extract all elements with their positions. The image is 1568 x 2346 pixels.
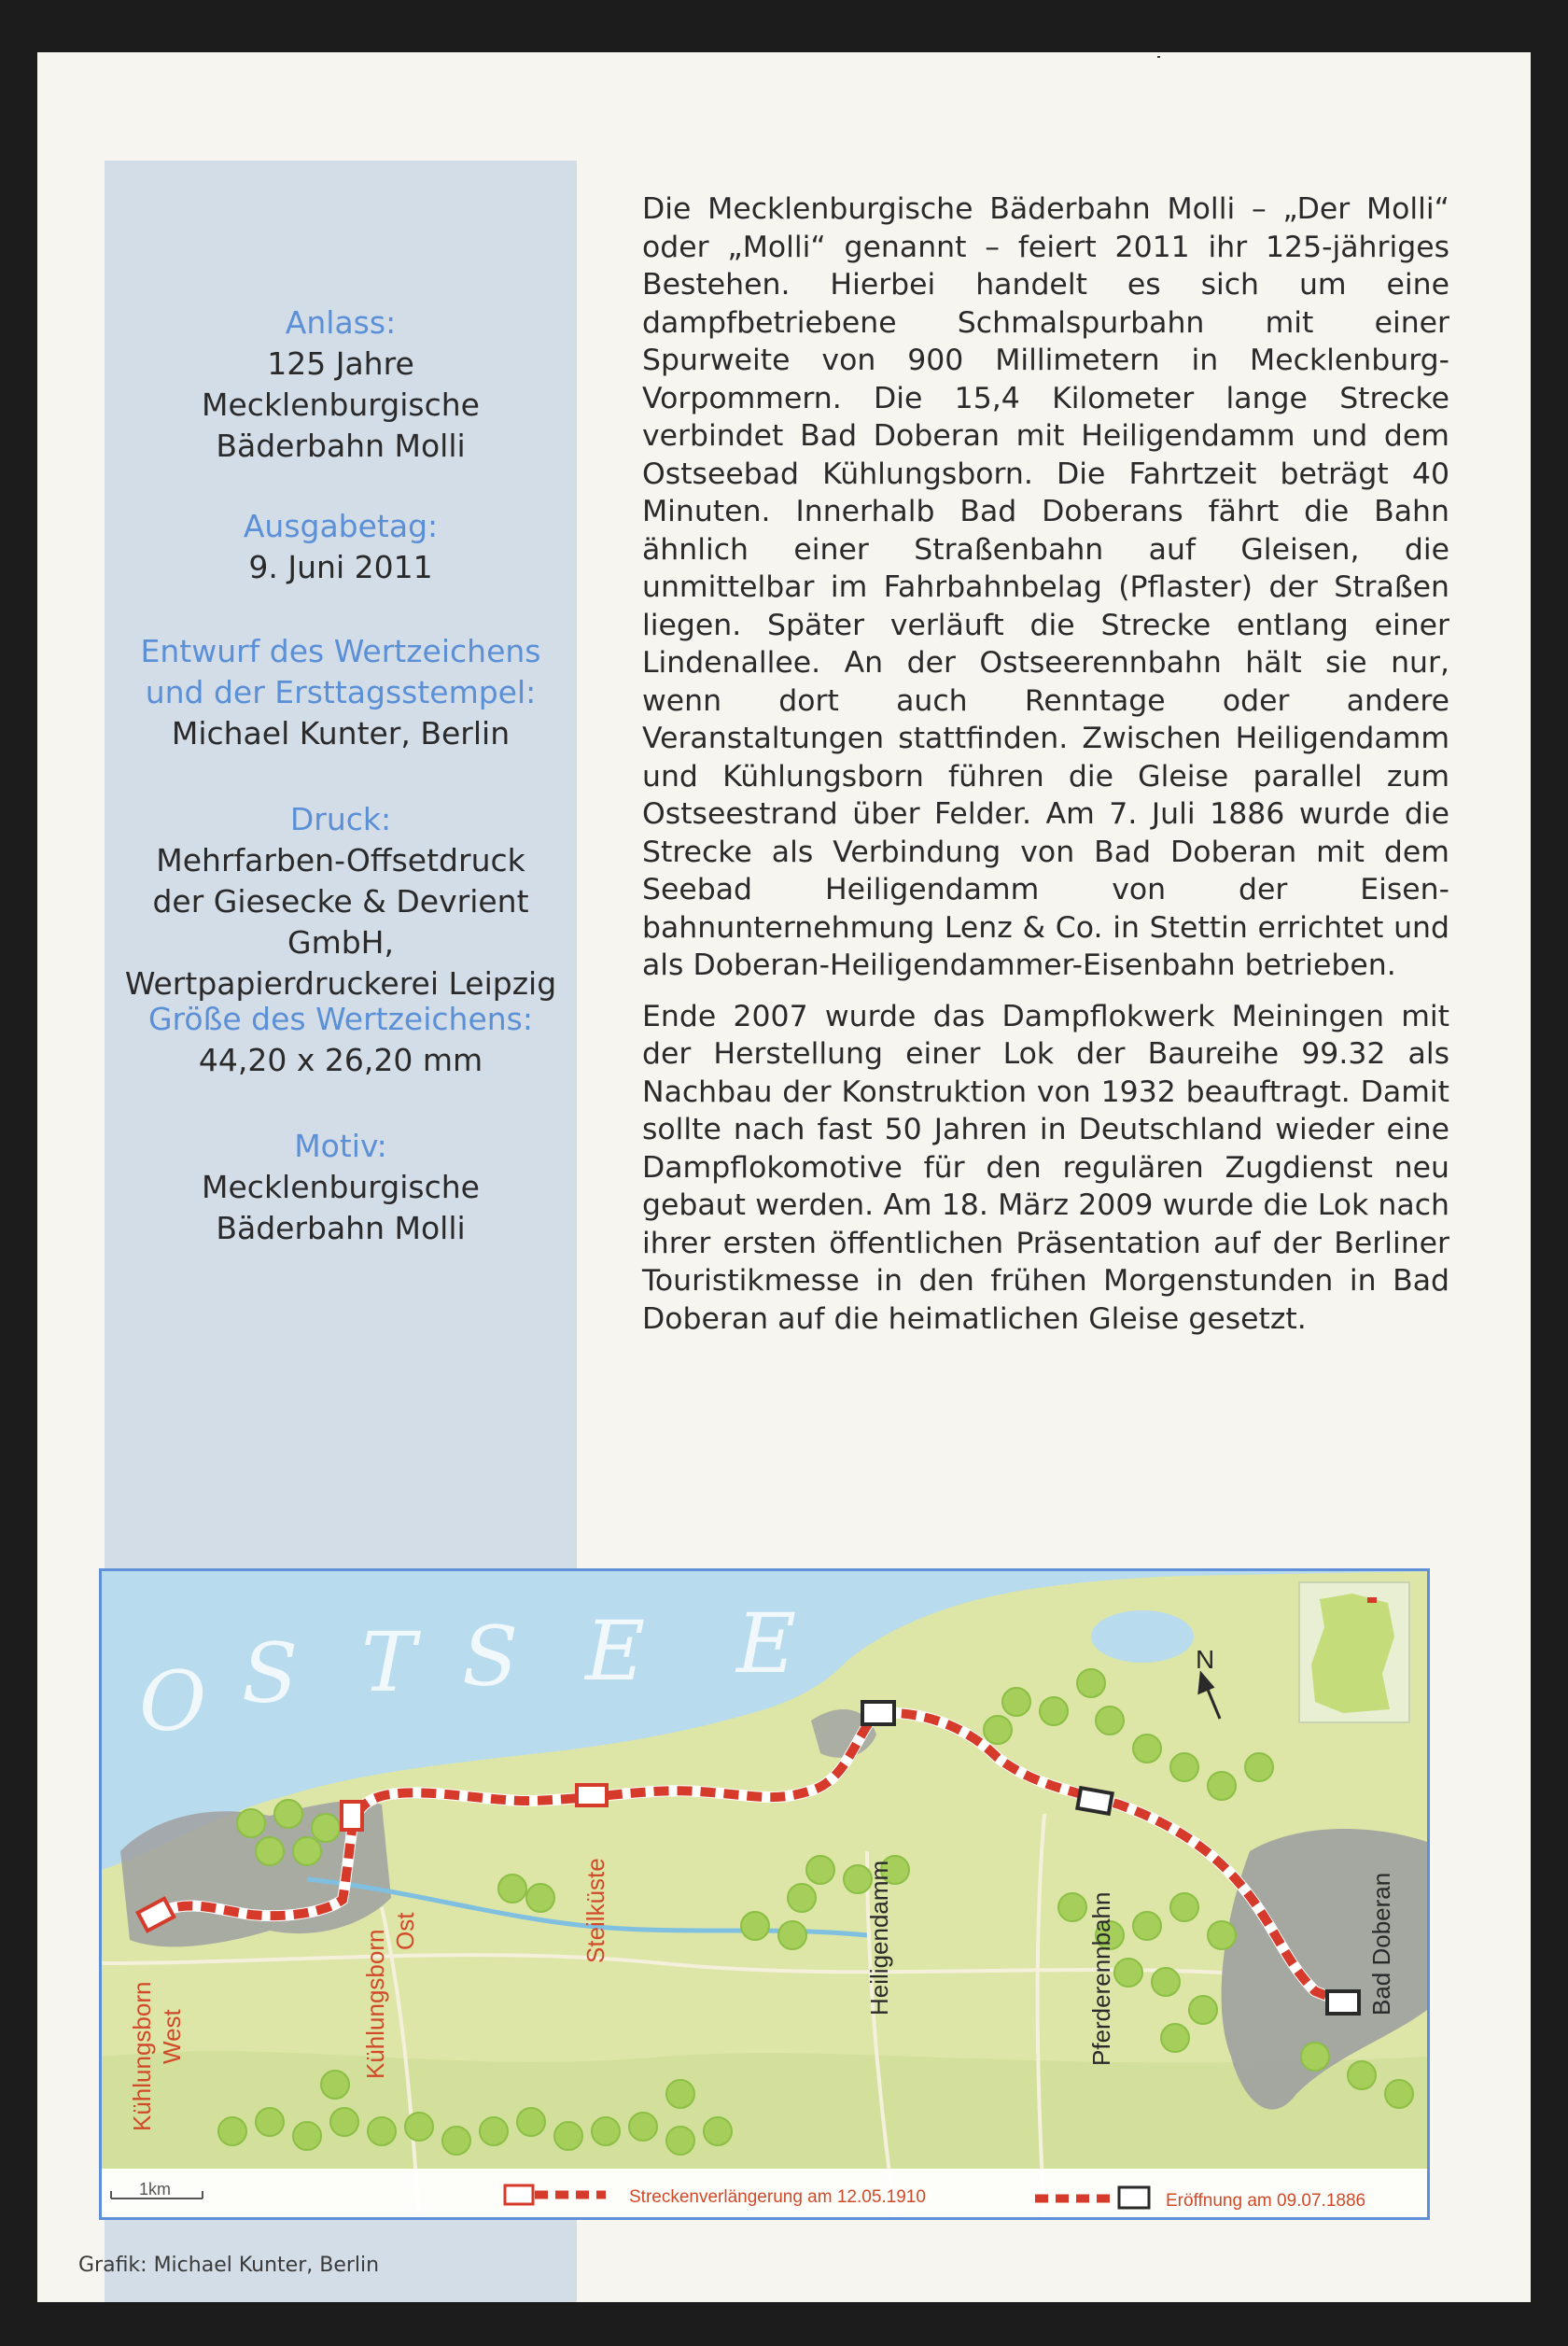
- tree-icon: [788, 1884, 816, 1912]
- station-marker: [577, 1785, 607, 1805]
- station-marker: [1327, 1991, 1359, 2014]
- info-ausgabetag: [114, 506, 567, 588]
- sea-letter: E: [585, 1603, 646, 1699]
- tree-icon: [1133, 1912, 1161, 1940]
- tree-icon: [554, 2122, 582, 2150]
- tree-icon: [1133, 1735, 1161, 1763]
- info-label: Ausgabetag:: [243, 508, 439, 544]
- tree-icon: [498, 1875, 526, 1903]
- info-value: Mecklenburgische: [202, 386, 480, 423]
- tree-icon: [480, 2117, 508, 2145]
- tree-icon: [666, 2127, 694, 2155]
- tree-icon: [1170, 1753, 1198, 1781]
- station-marker: [1077, 1788, 1112, 1814]
- tree-icon: [1208, 1921, 1236, 1949]
- info-label: und der Ersttagsstempel:: [145, 674, 537, 710]
- graphic-credit: Grafik: Michael Kunter, Berlin: [78, 2254, 380, 2277]
- tree-icon: [806, 1856, 834, 1884]
- info-motiv: [114, 1126, 567, 1249]
- legend-label-1886: Eröffnung am 09.07.1886: [1166, 2191, 1366, 2211]
- info-value: Mecklenburgische: [202, 1169, 480, 1205]
- info-value: 125 Jahre: [267, 345, 414, 382]
- info-label: Anlass:: [285, 304, 397, 341]
- scale-label: 1km: [139, 2180, 172, 2198]
- station-label-kuehlungsborn-west: Kühlungsborn: [128, 1981, 156, 2131]
- tree-icon: [256, 1837, 284, 1865]
- info-value: Wertpapierdruckerei Leipzig: [124, 965, 557, 1002]
- sea-letter: S: [462, 1608, 519, 1705]
- tree-icon: [984, 1716, 1012, 1744]
- tree-icon: [778, 1921, 806, 1949]
- tree-icon: [1208, 1772, 1236, 1800]
- info-label: Motiv:: [294, 1128, 387, 1164]
- tree-icon: [592, 2117, 620, 2145]
- station-label-kuehlungsborn-ost-suffix: Ost: [391, 1912, 419, 1950]
- tree-icon: [293, 2122, 321, 2150]
- tree-icon: [1245, 1753, 1273, 1781]
- info-label: Entwurf des Wertzeichens: [140, 633, 541, 669]
- tree-icon: [1002, 1688, 1030, 1716]
- legend-station-1886-icon: [1119, 2187, 1149, 2208]
- legend-label-1910: Streckenverlängerung am 12.05.1910: [629, 2187, 926, 2207]
- tree-icon: [1170, 1893, 1198, 1921]
- tree-icon: [629, 2113, 657, 2141]
- sea-letter: O: [139, 1653, 207, 1749]
- station-marker: [342, 1802, 362, 1830]
- legend-station-1910-icon: [505, 2185, 533, 2204]
- station-label-kuehlungsborn-west-suffix: West: [158, 2009, 186, 2064]
- tree-icon: [666, 2080, 694, 2108]
- info-entwurf: [114, 631, 567, 754]
- tree-icon: [312, 1814, 340, 1842]
- tree-icon: [405, 2113, 433, 2141]
- sea-letter: T: [361, 1614, 416, 1710]
- tree-icon: [1077, 1669, 1105, 1697]
- tree-icon: [526, 1884, 554, 1912]
- tree-icon: [237, 1809, 265, 1837]
- station-marker: [862, 1702, 894, 1724]
- tree-icon: [1161, 2024, 1189, 2052]
- tree-icon: [517, 2108, 545, 2136]
- north-label: N: [1196, 1645, 1215, 1674]
- sea-letter: E: [736, 1595, 797, 1692]
- tree-icon: [218, 2117, 246, 2145]
- info-value: der Giesecke & Devrient GmbH,: [152, 883, 529, 961]
- info-groesse: [114, 999, 567, 1081]
- info-value: Bäderbahn Molli: [216, 1210, 466, 1246]
- scan-speck: [1157, 56, 1160, 58]
- info-anlass: [114, 302, 567, 467]
- route-map-graphic: [102, 1571, 1427, 2217]
- article-paragraph: Die Mecklenburgische Bäderbahn Molli – „Der Molli“ oder „Molli“ genannt – feiert 2011 ihr 125-jähriges Bestehen. Hierbei handelt es sich um eine dampfbetriebene Schmalspurbahn mit einer Spurweite von 900 Millimetern in Mecklenburg-Vorpommern. Die 15,4 Kilometer lange Strecke verbindet Bad Doberan mit Heiligendamm und dem Ostseebad Kühlungsborn. Die Fahrtzeit beträgt 40 Minuten. Innerhalb Bad Doberans fährt die Bahn ähnlich einer Straßenbahn auf Gleisen, die unmittelbar im Fahrbahnbelag (Pflaster) der Straßen liegen. Später verläuft die Strecke entlang einer Lindenallee. An der Ostseerennbahn hält sie nur, wenn dort auch Renntage oder andere Veranstaltungen stattfinden. Zwischen Heiligendamm und Kühlungsborn führen die Gleise parallel zum Ostseestrand über Felder. Am 7. Juli 1886 wurde die Strecke als Verbindung von Bad Doberan mit dem Seebad Heiligendamm von der Eisenbahnunternehmung Lenz & Co. in Stettin errichtet und als Doberan-Heiligendammer-Eisenbahn betrieben.: [642, 192, 1449, 982]
- station-label-kuehlungsborn-ost: Kühlungsborn: [361, 1929, 389, 2079]
- station-label-steilkueste: Steilküste: [581, 1858, 609, 1963]
- tree-icon: [1189, 1996, 1217, 2024]
- tree-icon: [1152, 1968, 1180, 1996]
- tree-icon: [1385, 2080, 1413, 2108]
- album-page: [37, 52, 1531, 2302]
- route-map: [99, 1568, 1430, 2220]
- article-paragraph: Ende 2007 wurde das Dampflokwerk Meiningen mit der Herstellung einer Lok der Baureihe 99.32 als Nachbau der Konstruktion von 1932 beauftragt. Damit sollte nach fast 50 Jahren in Deutschland wieder eine Dampflokomotive für den regulären Zugdienst neu gebaut werden. Am 18. März 2009 wurde die Lok nach ihrer ersten öffentlichen Präsentation auf der Berliner Touristikmesse in den frühen Morgenstunden in Bad Doberan auf die heimatlichen Gleise gesetzt.: [642, 999, 1449, 1336]
- tree-icon: [1096, 1707, 1124, 1735]
- tree-icon: [256, 2108, 284, 2136]
- tree-icon: [1348, 2061, 1376, 2089]
- info-label: Druck:: [289, 801, 392, 837]
- tree-icon: [1114, 1959, 1142, 1987]
- station-label-heiligendamm: Heiligendamm: [865, 1860, 893, 2016]
- info-value: Michael Kunter, Berlin: [171, 715, 511, 752]
- sea-letter: S: [242, 1625, 299, 1721]
- locator-marker: [1367, 1597, 1377, 1603]
- tree-icon: [1040, 1697, 1068, 1725]
- tree-icon: [330, 2108, 358, 2136]
- lagoon: [1091, 1610, 1194, 1663]
- tree-icon: [704, 2117, 732, 2145]
- info-label: Größe des Wertzeichens:: [147, 1001, 533, 1037]
- tree-icon: [1301, 2043, 1329, 2071]
- tree-icon: [321, 2071, 349, 2099]
- info-value: Bäderbahn Molli: [216, 428, 466, 464]
- germany-outline: [1311, 1594, 1394, 1713]
- tree-icon: [1058, 1893, 1086, 1921]
- article-text: [642, 190, 1449, 1351]
- tree-icon: [274, 1800, 302, 1828]
- info-value: Mehrfarben-Offsetdruck: [156, 842, 525, 878]
- info-druck: [114, 799, 567, 1004]
- tree-icon: [741, 1912, 769, 1940]
- station-label-pferderennbahn: Pferderennbahn: [1087, 1891, 1115, 2066]
- tree-icon: [368, 2117, 396, 2145]
- info-value: 9. Juni 2011: [248, 549, 433, 585]
- tree-icon: [442, 2127, 470, 2155]
- tree-icon: [293, 1837, 321, 1865]
- info-value: 44,20 x 26,20 mm: [198, 1042, 483, 1078]
- station-label-bad-doberan: Bad Doberan: [1367, 1872, 1395, 2016]
